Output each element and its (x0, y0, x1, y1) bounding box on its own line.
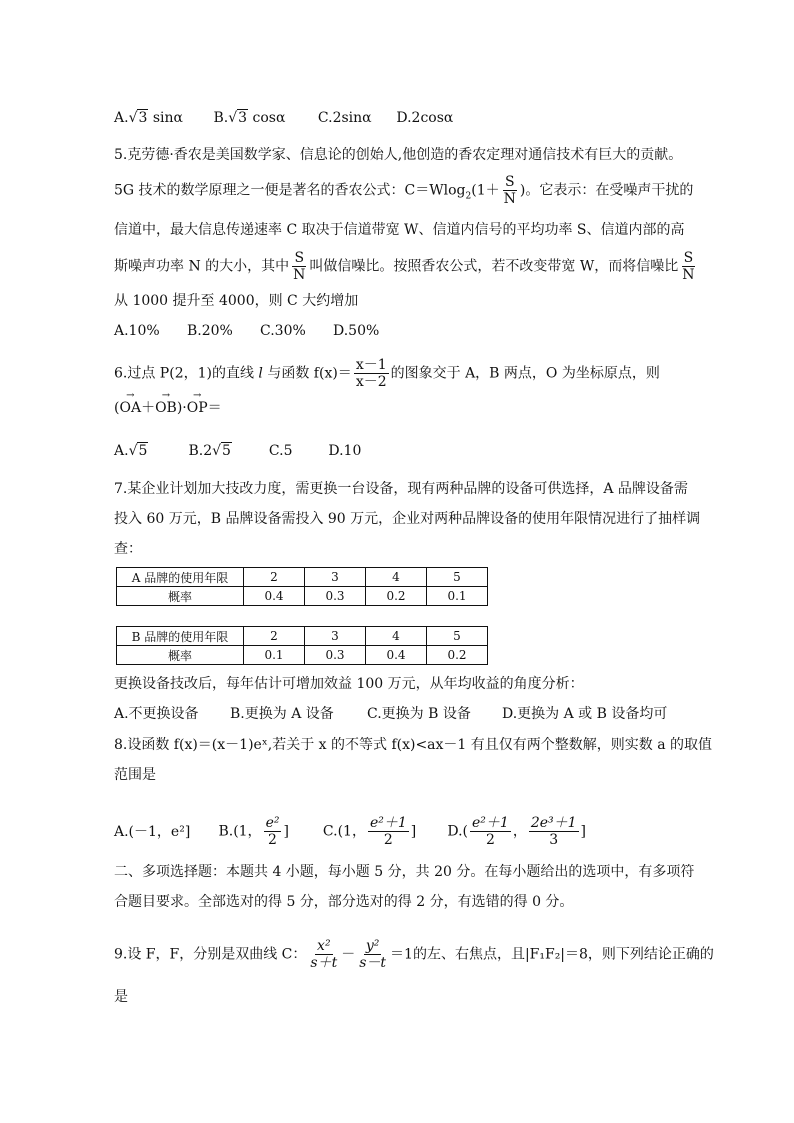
table-brand-b (116, 626, 488, 665)
table-row: 概率 0.1 0.3 0.4 0.2 (117, 646, 488, 665)
q8-line2: 范围是 (114, 767, 156, 783)
table-brand-a (116, 567, 488, 606)
q7-line1: 7.某企业计划加大技改力度，需更换一台设备，现有两种品牌的设备可供选择，A 品牌设备需 (114, 481, 688, 497)
table-row: B 品牌的使用年限 2 3 4 5 (117, 627, 488, 646)
q7-line3: 查： (114, 541, 142, 557)
q6-line1: 6.过点 P(2，1)的直线 l 与函数 f(x)＝ $\frac{x-1}{x-2}$ 的图象交于 A，B 两点，O 为坐标原点，则 (114, 357, 660, 390)
q6-vector-expr: (→ OA＋→ OB)·→ OP＝ (114, 398, 222, 418)
section2-line1: 二、多项选择题：本题共 4 小题，每小题 5 分，共 20 分。在每小题给出的选项中，有多项符 (114, 864, 695, 880)
q5-line3: 信道中，最大信息传递速率 C 取决于信道带宽 W、信道内信号的平均功率 S、信道内部的高 (114, 222, 685, 238)
q4-options: A.√3 sinα B.√3 cosα C.2sinα D.2cosα (114, 110, 454, 126)
table-row: A 品牌的使用年限 2 3 4 5 (117, 568, 488, 587)
q6-options: A.√5 B.2√5 C.5 D.10 (114, 443, 362, 459)
q5-options: A.10% B.20% C.30% D.50% (114, 323, 380, 339)
section2-line2: 合题目要求。全部选对的得 5 分，部分选对的得 2 分，有选错的得 0 分。 (114, 894, 574, 910)
q7-options: A.不更换设备 B.更换为 A 设备 C.更换为 B 设备 D.更换为 A 或 B 设备均可 (114, 706, 668, 722)
q7-line2: 投入 60 万元，B 品牌设备需投入 90 万元，企业对两种品牌设备的使用年限情况进行了抽样调 (114, 511, 701, 527)
q8-line1: 8.设函数 f(x)＝(x－1)eˣ,若关于 x 的不等式 f(x)<ax－1 有且仅有两个整数解，则实数 a 的取值 (114, 737, 713, 753)
table-row: 概率 0.4 0.3 0.2 0.1 (117, 587, 488, 606)
q8-options: A.(－1，e²] B.(1， $\frac{\text{e²}}{2}$ ] C.(1， $\frac{\text{e²＋1}}{2}$ ] D.( $\frac{\text{e²＋1}}{2}$ ， $\frac{\text{2e³＋1}}{3}$ ] (114, 815, 586, 848)
q5-line4: 斯噪声功率 N 的大小，其中 $\frac{S}{N}$ 叫做信噪比。按照香农公式，若不改变带宽 W，而将信噪比 $\frac{S}{N}$ (114, 250, 695, 283)
q5-line5: 从 1000 提升至 4000，则 C 大约增加 (114, 293, 359, 309)
q9-line1: 9.设 F，F，分别是双曲线 C： $\frac{\text{x²}}{s+t}$ － $\frac{\text{y²}}{s-t}$ ＝1的左、右焦点，且|F₁F₂|＝8，则下列结论正确的 (114, 938, 714, 971)
q7-line4: 更换设备技改后，每年估计可增加效益 100 万元，从年均收益的角度分析： (114, 676, 584, 692)
q9-line2: 是 (114, 989, 128, 1005)
q5-line1: 5.克劳德·香农是美国数学家、信息论的创始人,他创造的香农定理对通信技术有巨大的贡献。 (114, 147, 683, 163)
q5-line2: 5G 技术的数学原理之一便是著名的香农公式：C＝Wlog$_2$(1＋ $\frac{S}{N}$ )。它表示：在受噪声干扰的 (114, 174, 694, 207)
